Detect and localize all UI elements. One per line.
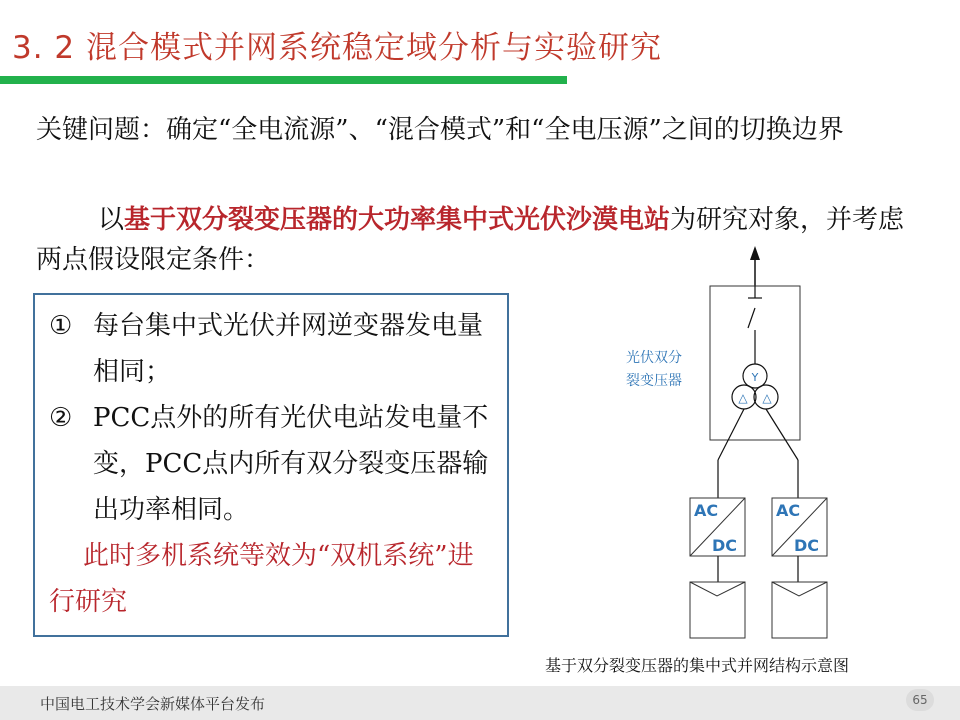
condition-text: PCC点外的所有光伏电站发电量不变，PCC点内所有双分裂变压器输出功率相同。 [93,403,489,525]
dc-label: DC [712,536,738,555]
condition-number: ① [49,311,73,341]
page-number: 65 [906,689,934,711]
transformer-label: 光伏双分 裂变压器 [626,350,682,389]
pv-array-right [772,582,827,638]
title-underline [0,76,567,84]
footer-bar [0,686,960,720]
ac-label: AC [694,501,719,520]
delta-symbol: △ [738,391,748,405]
intro-highlight: 基于双分裂变压器的大功率集中式光伏沙漠电站 [124,205,671,235]
diagram-caption: 基于双分裂变压器的集中式并网结构示意图 [545,656,850,675]
dc-label: DC [794,536,820,555]
key-question [36,110,916,150]
intro-pre: 以 [98,205,125,235]
condition-item [49,395,499,533]
grid-structure-diagram [600,236,840,646]
publisher-text: 中国电工技术学会新媒体平台发布 [40,695,266,713]
ac-label: AC [776,501,801,520]
condition-item [49,303,499,395]
intro-post: 为研究对象，并考虑两点假设限定条件： [36,205,905,275]
condition-text: 每台集中式光伏并网逆变器发电量相同； [93,311,484,387]
conclusion-content: 此时多机系统等效为“双机系统”进行研究 [49,541,474,617]
key-question-text: 确定“全电流源”、“混合模式”和“全电压源”之间的切换边界 [166,115,844,145]
switch-icon [748,308,755,328]
key-question-label: 关键问题： [36,115,167,145]
slide-title: 3. 2 混合模式并网系统稳定域分析与实验研究 [12,30,663,66]
condition-number: ② [49,403,73,433]
delta-symbol: △ [762,391,772,405]
conditions-box [33,293,509,637]
pv-array-left [690,582,745,638]
wye-symbol: Y [751,371,759,384]
arrow-up-icon [750,246,760,260]
conclusion-text [49,533,499,625]
